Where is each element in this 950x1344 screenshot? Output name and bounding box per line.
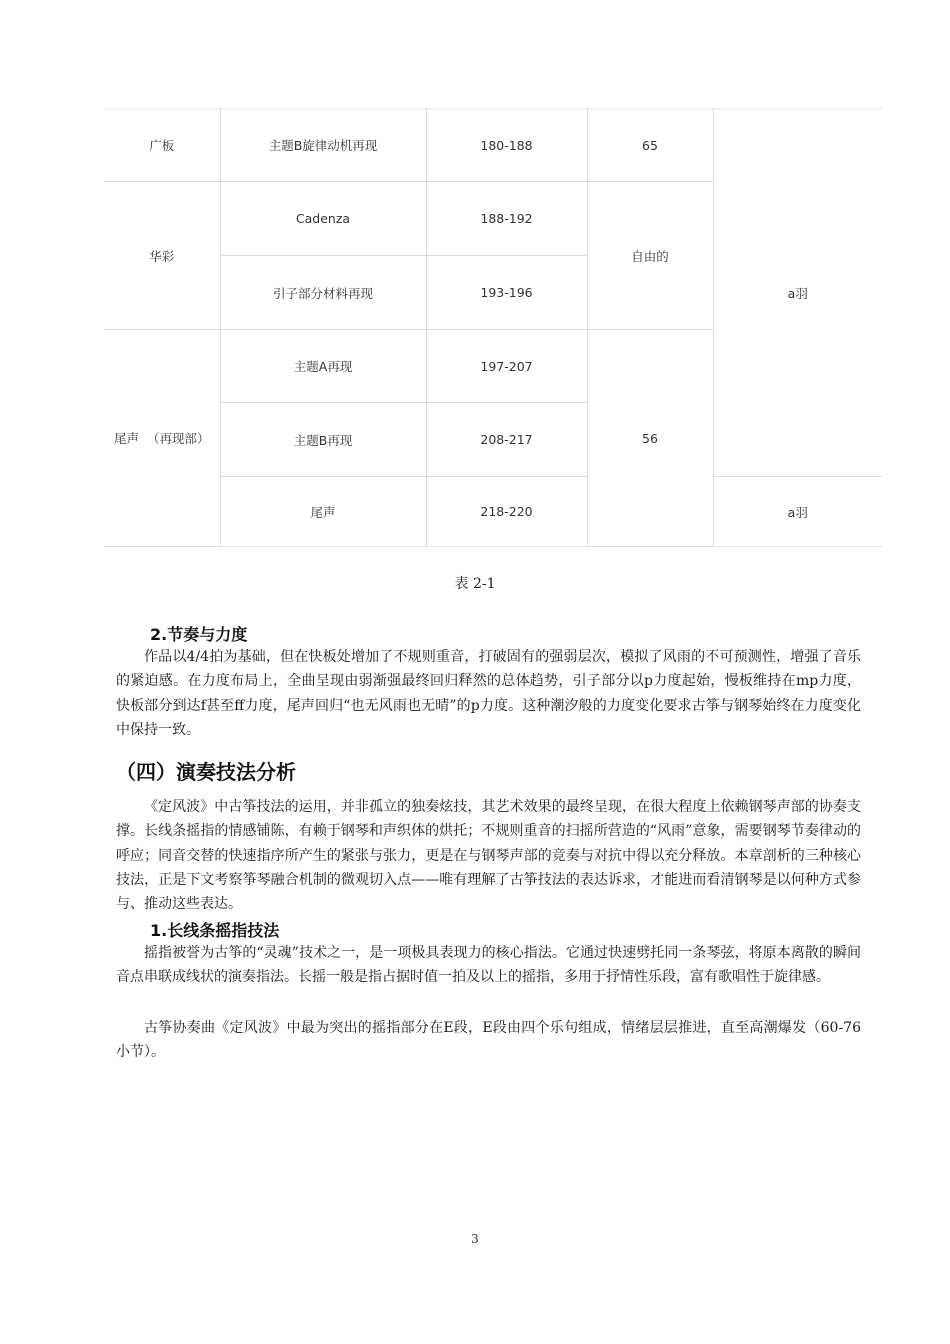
bars-cell: 218-220 [426,477,587,547]
bars-cell: 208-217 [426,403,587,477]
tremolo-paragraph-2: 古筝协奏曲《定风波》中最为突出的摇指部分在E段，E段由四个乐句组成，情绪层层推进，直至高潮爆发（60-76小节）。 [116,1020,861,1061]
material-cell: Cadenza [220,182,426,256]
tempo-cell: 65 [587,109,713,182]
page-number: 3 [471,1232,479,1246]
bars-cell: 193-196 [426,256,587,330]
bars-cell: 180-188 [426,109,587,182]
tempo-cell: 56 [587,330,713,547]
material-cell: 引子部分材料再现 [220,256,426,330]
rhythm-paragraph: 作品以4/4拍为基础，但在快板处增加了不规则重音，打破固有的强弱层次，模拟了风雨的不可预测性，增强了音乐的紧迫感。在力度布局上，全曲呈现由弱渐强最终回归释然的总体趋势，引子部分以p力度起始，慢板维持在mp力度，快板部分到达f甚至ff力度，尾声回归“也无风雨也无晴”的p力度。这种潮汐般的力度变化要求古筝与钢琴始终在力度变化中保持一致。 [116,649,861,738]
section-cell: 华彩 [104,182,220,330]
tremolo-paragraph-1: 摇指被誉为古筝的“灵魂”技术之一，是一项极具表现力的核心指法。它通过快速劈托同一条琴弦，将原本离散的瞬间音点串联成线状的演奏指法。长摇一般是指占据时值一拍及以上的摇指，多用于抒情性乐段，富有歌唱性于旋律感。 [116,945,861,986]
table-row [104,477,882,547]
technique-paragraph: 《定风波》中古筝技法的运用，并非孤立的独奏炫技，其艺术效果的最终呈现，在很大程度上依赖钢琴声部的协奏支撑。长线条摇指的情感铺陈，有赖于钢琴和声织体的烘托；不规则重音的扫摇所营造的“风雨”意象，需要钢琴节奏律动的呼应；同音交替的快速指序所产生的紧张与张力，更是在与钢琴声部的竞奏与对抗中得以充分释放。本章剖析的三种核心技法，正是下文考察筝琴融合机制的微观切入点——唯有理解了古筝技法的表达诉求，才能进而看清钢琴是以何种方式参与、推动这些表达。 [116,799,861,913]
section-cell: 尾声 （再现部） [104,330,220,547]
tremolo-heading: 1.长线条摇指技法 [150,921,280,940]
form-table-container [104,108,882,546]
material-cell: 尾声 [220,477,426,547]
bars-cell: 197-207 [426,330,587,403]
material-cell: 主题B旋律动机再现 [220,109,426,182]
table-caption: 表 2-1 [454,576,496,592]
technique-heading: （四）演奏技法分析 [116,760,296,784]
bars-cell: 188-192 [426,182,587,256]
table-row [104,109,882,182]
rhythm-heading: 2.节奏与力度 [150,625,248,644]
key-cell: a羽 [713,477,882,547]
key-cell: a羽 [713,109,882,477]
material-cell: 主题A再现 [220,330,426,403]
section-cell: 广板 [104,109,220,182]
tempo-cell: 自由的 [587,182,713,330]
material-cell: 主题B再现 [220,403,426,477]
musical-form-table [104,108,882,547]
